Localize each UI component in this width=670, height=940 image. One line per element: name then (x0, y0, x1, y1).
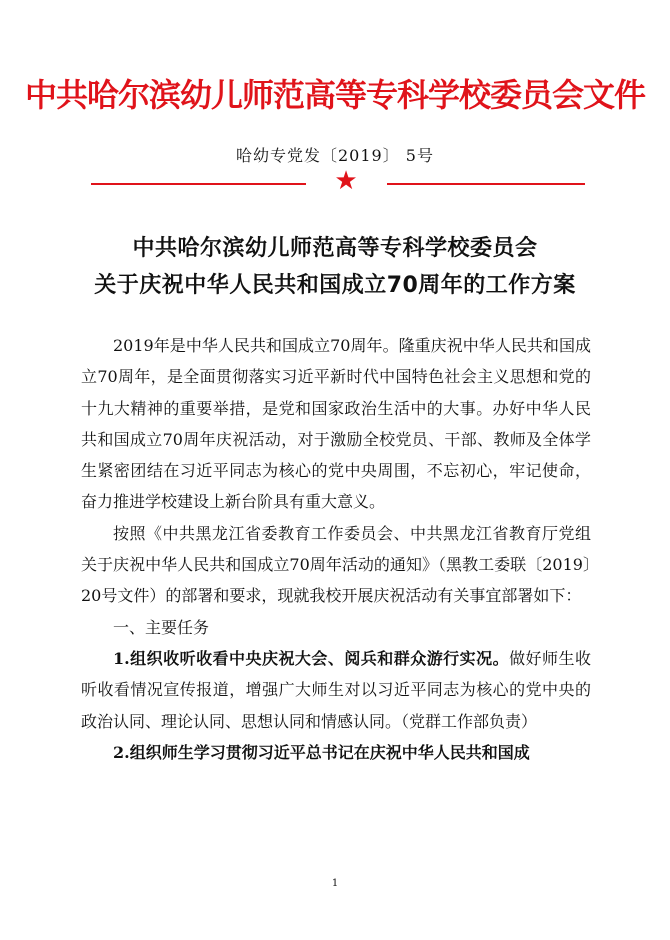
page-number: 1 (331, 878, 339, 889)
paragraph-intro: 2019年是中华人民共和国成立70周年。隆重庆祝中华人民共和国成立70周年，是全面贯彻落实习近平新时代中国特色社会主义思想和党的十九大精神的重要举措，是党和国家政治生活中的大事。办好中华人民共和国成立70周年庆祝活动，对于激励全校党员、干部、教师及全体学生紧密团结在习近平同志为核心的党中央周围，不忘初心，牢记使命，奋力推进学校建设上新台阶具有重大意义。 (81, 336, 591, 512)
task-item-1-text: 做好师生收听收看情况宣传报道，增强广大师生对以习近平同志为核心的党中央的政治认同、理论认同、思想认同和情感认同。（党群工作部负责） (81, 648, 591, 731)
document-body (81, 330, 591, 768)
task-item-2-title: 2.组织师生学习贯彻习近平总书记在庆祝中华人民共和国成 (113, 742, 530, 762)
header-divider-right (387, 183, 585, 185)
red-star-icon: ★ (334, 166, 358, 196)
document-title-line-1: 中共哈尔滨幼儿师范高等专科学校委员会 (132, 236, 538, 261)
section-heading-main-tasks: 一、主要任务 (113, 617, 210, 637)
task-item-1-title: 1.组织收听收看中央庆祝大会、阅兵和群众游行实况。 (113, 648, 510, 668)
document-number: 哈幼专党发〔2019〕 5号 (236, 146, 434, 165)
task-item-1 (81, 643, 591, 737)
task-item-2 (81, 737, 591, 768)
header-divider-left (91, 183, 306, 185)
document-title-line-2: 关于庆祝中华人民共和国成立70周年的工作方案 (94, 273, 576, 298)
document-header-title: 中共哈尔滨幼儿师范高等专科学校委员会文件 (24, 76, 645, 114)
paragraph-basis: 按照《中共黑龙江省委教育工作委员会、中共黑龙江省教育厅党组关于庆祝中华人民共和国成立70周年活动的通知》（黑教工委联〔2019〕20号文件）的部署和要求，现就我校开展庆祝活动有关事宜部署如下： (81, 523, 591, 606)
